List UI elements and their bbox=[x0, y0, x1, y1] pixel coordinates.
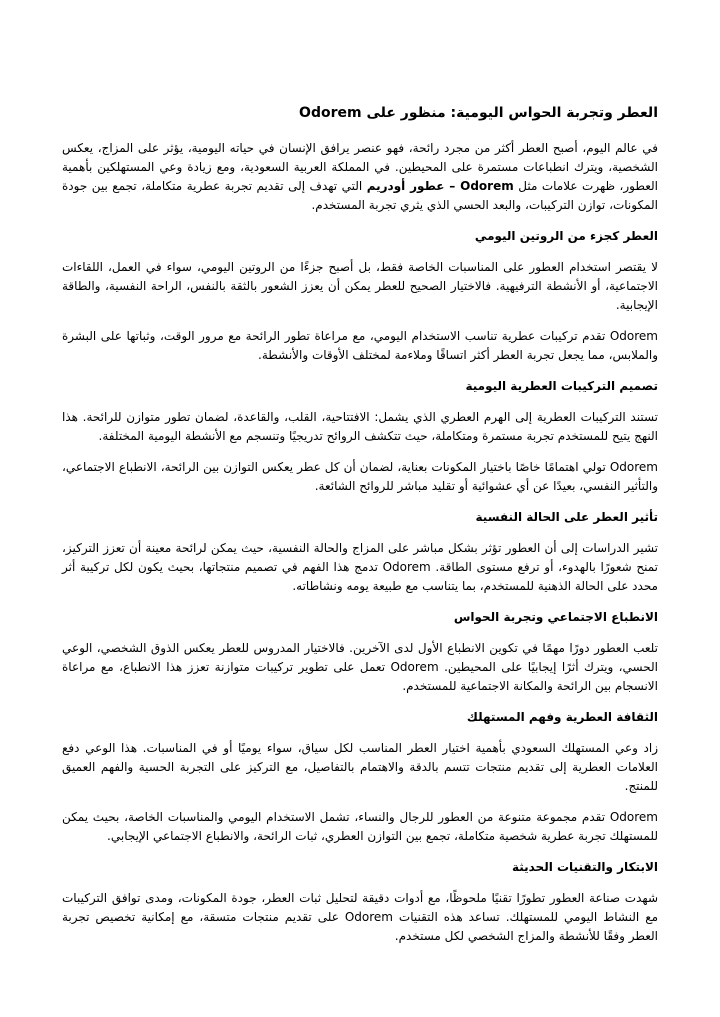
section-heading: تأثير العطر على الحالة النفسية bbox=[475, 510, 658, 524]
text-run: التي تهدف إلى تقديم تجربة عطرية متكاملة، تجمع بين جودة المكونات، توازن التركيبات، والبعد الحسي الذي يثري تجربة المستخدم. bbox=[58, 179, 658, 212]
paragraph bbox=[58, 539, 659, 596]
text-run: Odorem تولي اهتمامًا خاصًا باختيار المكونات بعناية، لضمان أن كل عطر يعكس التوازن بين الرائحة، الانطباع الاجتماعي، والتأثير النفسي، بعيدًا عن أي عشوائية أو تقليد مباشر للروائح الشائعة. bbox=[58, 460, 658, 493]
text-run: تستند التركيبات العطرية إلى الهرم العطري الذي يشمل: الافتتاحية، القلب، والقاعدة، لضمان تطور متوازن للرائحة. هذا النهج يتيح للمستخدم تجربة مستمرة ومتكاملة، حيث تتكشف الروائح تدريجيًا وتنسجم مع الأنشطة اليومية المختلفة. bbox=[58, 410, 658, 443]
text-run: Odorem تقدم مجموعة متنوعة من العطور للرجال والنساء، تشمل الاستخدام اليومي والمناسبات الخاصة، بحيث يمكن للمستهلك تجربة عطرية شخصية متكاملة، تجمع بين التوازن العطري، ثبات الرائحة، والانطباع الاجتماعي الإيجابي. bbox=[58, 810, 658, 843]
paragraph bbox=[58, 258, 658, 315]
document-content bbox=[58, 103, 659, 946]
paragraph bbox=[58, 408, 658, 446]
section-heading: الانطباع الاجتماعي وتجربة الحواس bbox=[453, 610, 658, 624]
paragraph bbox=[58, 889, 659, 946]
text-run: تلعب العطور دورًا مهمًا في تكوين الانطباع الأول لدى الآخرين. فالاختيار المدروس للعطر يعكس الذوق الشخصي، الوعي الحسي، ويترك أثرًا إيجابيًا على المحيطين. Odorem تعمل على تطوير تركيبات متوازنة تعزز هذا الانطباع، مع مراعاة الانسجام بين الرائحة والمكانة الاجتماعية للمستخدم. bbox=[58, 641, 658, 693]
text-run: زاد وعي المستهلك السعودي بأهمية اختيار العطر المناسب لكل سياق، سواء يوميًا أو في المناسبات. هذا الوعي دفع العلامات العطرية إلى تقديم منتجات تتسم بالدقة والاهتمام بالتفاصيل، مع التركيز على التجربة الحسية والفهم العميق للمنتج. bbox=[58, 741, 658, 793]
text-run: Odorem تقدم تركيبات عطرية تناسب الاستخدام اليومي، مع مراعاة تطور الرائحة مع مرور الوقت، وثباتها على البشرة والملابس، مما يجعل تجربة العطر أكثر اتساقًا وملاءمة لمختلف الأوقات والأنشطة. bbox=[58, 329, 658, 362]
brand-text-run: Odorem – عطور أودريم bbox=[366, 179, 514, 193]
paragraph bbox=[58, 639, 658, 696]
text-run: لا يقتصر استخدام العطور على المناسبات الخاصة فقط، بل أصبح جزءًا من الروتين اليومي، سواء في العمل، اللقاءات الاجتماعية، أو الأنشطة الترفيهية. فالاختيار الصحيح للعطر يمكن أن يعزز الشعور بالثقة بالنفس، الراحة النفسية، والطاقة الإيجابية. bbox=[58, 260, 658, 312]
section-heading: تصميم التركيبات العطرية اليومية bbox=[465, 379, 658, 393]
paragraph bbox=[58, 739, 658, 796]
section-heading: الابتكار والتقنيات الحديثة bbox=[511, 860, 658, 874]
paragraph bbox=[58, 458, 658, 496]
section-heading: العطر كجزء من الروتين اليومي bbox=[474, 229, 658, 243]
document-title: العطر وتجربة الحواس اليومية: منظور على Odorem bbox=[299, 105, 658, 121]
paragraph bbox=[58, 139, 658, 215]
paragraph bbox=[58, 327, 658, 365]
text-run: تشير الدراسات إلى أن العطور تؤثر بشكل مباشر على المزاج والحالة النفسية، حيث يمكن لرائحة معينة أن تعزز التركيز، تمنح شعورًا بالهدوء، أو ترفع مستوى الطاقة. Odorem تدمج هذا الفهم في تصميم منتجاتها، بحيث يكون لكل تركيبة أثر محدد على الحالة الذهنية للمستخدم، بما يتناسب مع طبيعة يومه ونشاطاته. bbox=[58, 541, 659, 593]
paragraph bbox=[58, 808, 658, 846]
section-heading: الثقافة العطرية وفهم المستهلك bbox=[466, 710, 658, 724]
text-run: في عالم اليوم، أصبح العطر أكثر من مجرد رائحة، فهو عنصر يرافق الإنسان في حياته اليومية، يؤثر على المزاج، يعكس الشخصية، ويترك انطباعات مستمرة على المحيطين. في المملكة العربية السعودية، ومع زيادة وعي المستهلكين بأهمية العطور، ظهرت علامات مثل bbox=[58, 141, 658, 193]
text-run: شهدت صناعة العطور تطورًا تقنيًا ملحوظًا، مع أدوات دقيقة لتحليل ثبات العطر، جودة المكونات، ومدى توافق التركيبات مع النشاط اليومي للمستهلك. تساعد هذه التقنيات Odorem على تقديم منتجات متسقة، مع إمكانية تخصيص تجربة العطر وفقًا للأنشطة والمزاج الشخصي لكل مستخدم. bbox=[58, 891, 659, 943]
